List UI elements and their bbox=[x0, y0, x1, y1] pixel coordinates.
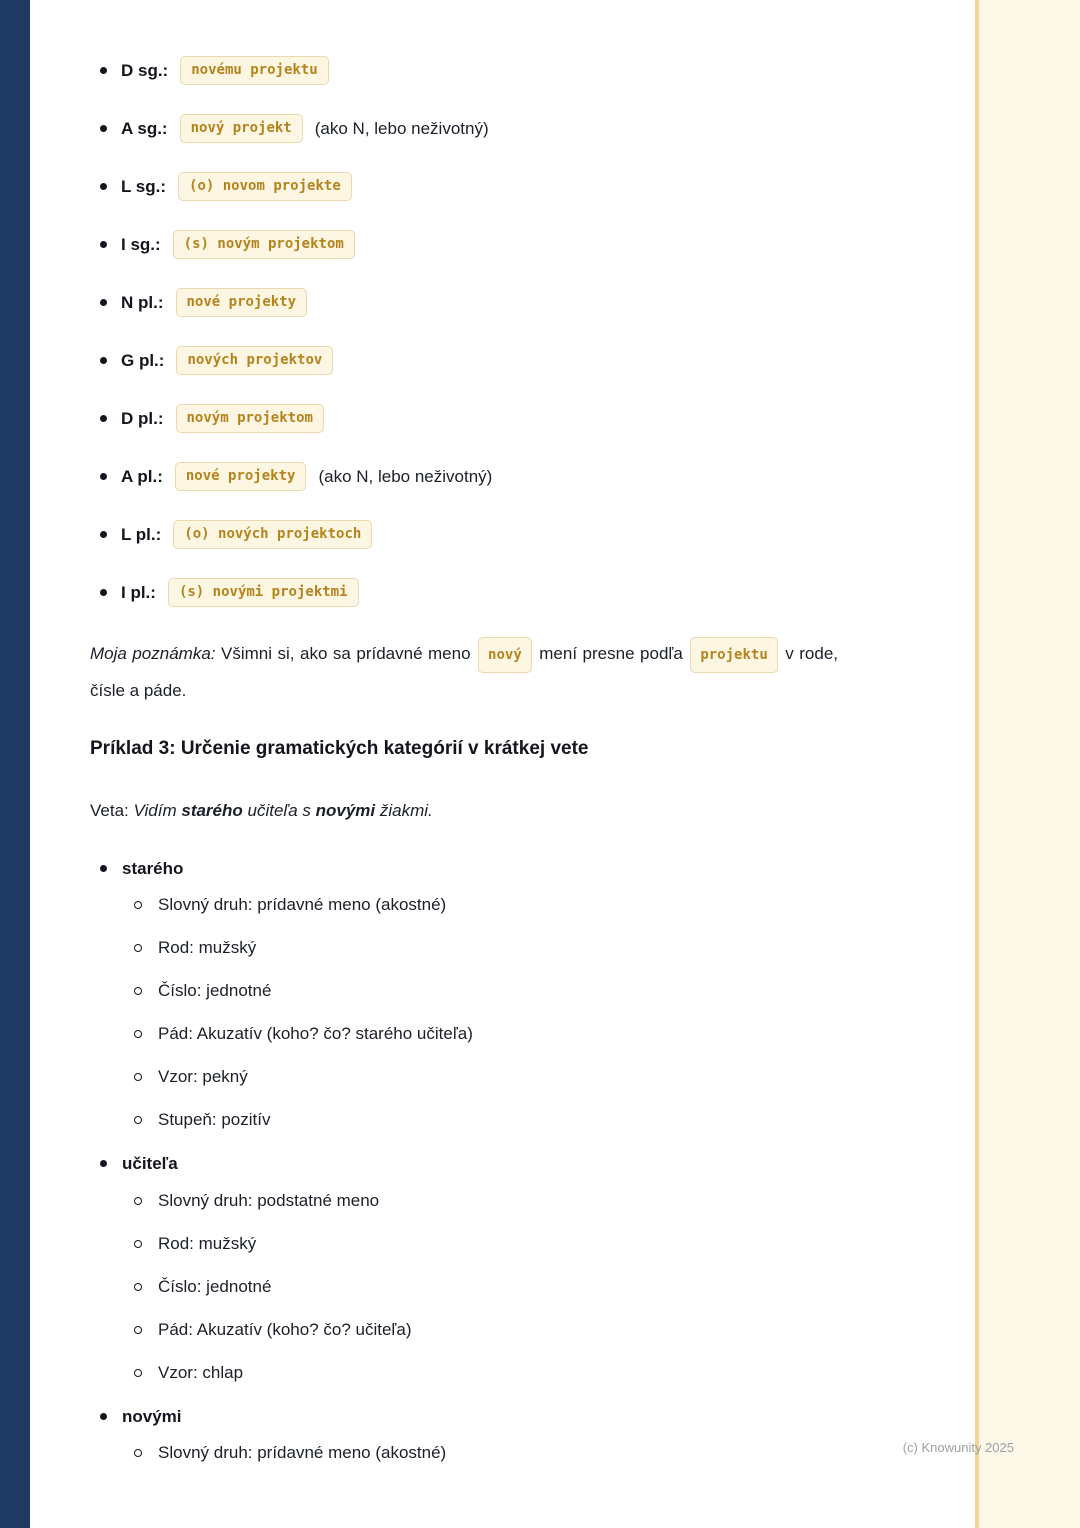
declension-item bbox=[90, 288, 970, 317]
case-label: I pl.: bbox=[121, 582, 156, 602]
left-edge-bar bbox=[0, 0, 30, 1528]
case-label: L pl.: bbox=[121, 524, 162, 544]
code-chip: nových projektov bbox=[176, 346, 333, 375]
sentence-text bbox=[133, 801, 432, 820]
case-label: L sg.: bbox=[121, 176, 167, 196]
code-chip: (s) novými projektmi bbox=[168, 578, 359, 607]
declension-item bbox=[90, 578, 970, 607]
declension-item bbox=[90, 520, 970, 549]
code-chip: projektu bbox=[690, 637, 777, 673]
property-text: Pád: Akuzatív (koho? čo? učiteľa) bbox=[158, 1319, 412, 1339]
note-paragraph bbox=[90, 636, 838, 710]
property-item bbox=[122, 1318, 970, 1342]
analyzed-word: učiteľa bbox=[122, 1154, 178, 1174]
declension-item bbox=[90, 404, 970, 433]
property-item bbox=[122, 1022, 970, 1046]
note-text: Všimni si, ako sa prídavné meno bbox=[215, 644, 477, 663]
case-label: N pl.: bbox=[121, 292, 164, 312]
example-heading: Príklad 3: Určenie gramatických kategórií v krátkej vete bbox=[90, 737, 589, 759]
property-item bbox=[122, 979, 970, 1003]
case-label: D sg.: bbox=[121, 60, 169, 80]
analyzed-word: novými bbox=[122, 1406, 182, 1426]
property-text: Rod: mužský bbox=[158, 1233, 257, 1253]
property-text: Číslo: jednotné bbox=[158, 981, 272, 1001]
note-text: v rode, čísle a páde. bbox=[90, 644, 838, 701]
analysis-word-block bbox=[90, 856, 970, 1133]
property-text: Vzor: chlap bbox=[158, 1362, 244, 1382]
code-chip: (o) nových projektoch bbox=[173, 520, 372, 549]
declension-item bbox=[90, 114, 970, 143]
code-chip: nové projekty bbox=[175, 462, 307, 491]
right-margin-strip bbox=[975, 0, 1080, 1528]
case-label: D pl.: bbox=[121, 408, 164, 428]
analyzed-word: starého bbox=[122, 858, 184, 878]
analysis-list bbox=[90, 856, 970, 1466]
document-content bbox=[90, 56, 970, 1484]
sentence-segment: Vidím bbox=[133, 801, 182, 821]
property-item bbox=[122, 1441, 970, 1465]
property-item bbox=[122, 1275, 970, 1299]
property-text: Pád: Akuzatív (koho? čo? starého učiteľa) bbox=[158, 1024, 473, 1044]
case-label: I sg.: bbox=[121, 234, 161, 254]
property-text: Slovný druh: prídavné meno (akostné) bbox=[158, 895, 447, 915]
property-item bbox=[122, 1361, 970, 1385]
property-text: Slovný druh: podstatné meno bbox=[158, 1190, 380, 1210]
sentence-segment-bold: starého bbox=[181, 801, 243, 821]
sentence-segment: učiteľa s bbox=[242, 801, 316, 821]
case-label: A pl.: bbox=[121, 466, 163, 486]
property-item bbox=[122, 1232, 970, 1256]
property-item bbox=[122, 1065, 970, 1089]
declension-item bbox=[90, 172, 970, 201]
declension-list bbox=[90, 56, 970, 607]
code-chip: novým projektom bbox=[176, 404, 324, 433]
case-label: G pl.: bbox=[121, 350, 165, 370]
declension-item bbox=[90, 346, 970, 375]
sentence-segment-bold: novými bbox=[315, 801, 376, 821]
property-item bbox=[122, 1189, 970, 1213]
sentence-line bbox=[90, 798, 970, 824]
code-chip: (s) novým projektom bbox=[173, 230, 355, 259]
code-chip: (o) novom projekte bbox=[178, 172, 352, 201]
case-note: (ako N, lebo neživotný) bbox=[318, 466, 493, 486]
property-text: Číslo: jednotné bbox=[158, 1276, 272, 1296]
code-chip: nový bbox=[478, 637, 532, 673]
property-item bbox=[122, 1108, 970, 1132]
analysis-word-block bbox=[90, 1404, 970, 1466]
analysis-word-block bbox=[90, 1151, 970, 1385]
property-text: Vzor: pekný bbox=[158, 1067, 248, 1087]
property-text: Slovný druh: prídavné meno (akostné) bbox=[158, 1443, 447, 1463]
declension-item bbox=[90, 56, 970, 85]
code-chip: nový projekt bbox=[180, 114, 303, 143]
property-text: Stupeň: pozitív bbox=[158, 1110, 271, 1130]
code-chip: novému projektu bbox=[180, 56, 328, 85]
code-chip: nové projekty bbox=[176, 288, 308, 317]
declension-item bbox=[90, 230, 970, 259]
sentence-segment: žiakmi. bbox=[375, 801, 433, 821]
case-label: A sg.: bbox=[121, 118, 168, 138]
sentence-label: Veta: bbox=[90, 801, 134, 821]
property-list bbox=[122, 1189, 970, 1385]
case-note: (ako N, lebo neživotný) bbox=[314, 118, 489, 138]
note-text: mení presne podľa bbox=[533, 644, 689, 663]
property-list bbox=[122, 1441, 970, 1465]
watermark: (c) Knowunity 2025 bbox=[902, 1440, 1014, 1455]
property-item bbox=[122, 936, 970, 960]
property-list bbox=[122, 893, 970, 1132]
declension-item bbox=[90, 462, 970, 491]
property-text: Rod: mužský bbox=[158, 938, 257, 958]
note-lead: Moja poznámka: bbox=[90, 644, 216, 663]
property-item bbox=[122, 893, 970, 917]
